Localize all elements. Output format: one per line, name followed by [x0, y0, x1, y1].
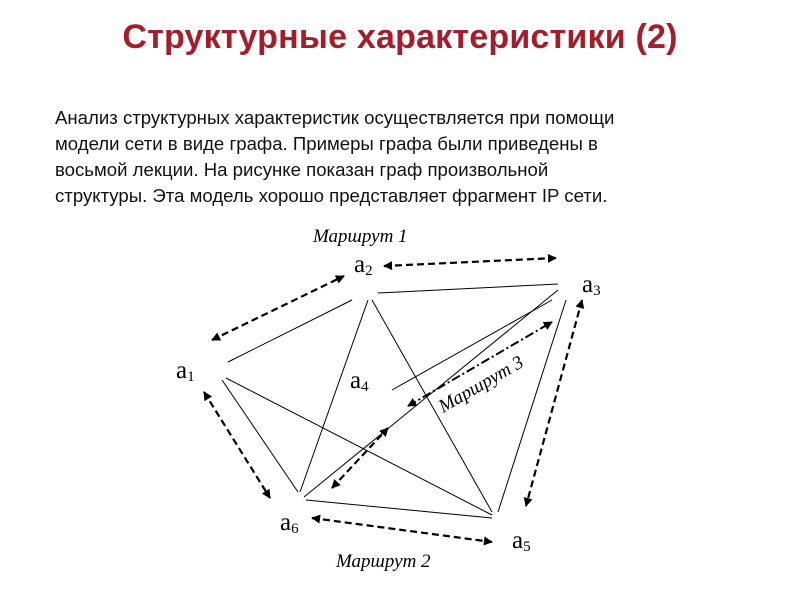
route-arrow-a1-a2 [212, 276, 344, 340]
edge-a1-a6 [222, 380, 298, 492]
edge-a6-a5 [306, 500, 492, 518]
edge-a2-a3 [378, 284, 558, 293]
paragraph-line: модели сети в виде графа. Примеры графа были приведены в [55, 133, 598, 154]
node-label-a2: a2 [354, 251, 373, 279]
node-label-a6: a6 [280, 509, 299, 537]
route-arrows [204, 258, 582, 542]
route-label-2: Маршрут 2 [336, 551, 431, 572]
edge-a1-a2 [228, 300, 352, 362]
slide-title: Структурные характеристики (2) [122, 18, 678, 56]
route-arrow-a3-a5 [526, 300, 582, 506]
edge-a3-a6 [304, 290, 558, 497]
node-label-a1: a1 [176, 357, 195, 385]
paragraph-line: восьмой лекции. На рисунке показан граф произвольной [55, 159, 549, 180]
route-arrow-a1-a6 [204, 392, 270, 498]
edge-a2-a6 [300, 300, 368, 492]
edge-a2-a5 [372, 300, 492, 512]
route-arrow-a2-a3 [384, 258, 556, 266]
paragraph-line: структуры. Эта модель хорошо представляет фрагмент IP сети. [55, 185, 608, 206]
node-label-a4: a4 [350, 367, 369, 395]
paragraph-line: Анализ структурных характеристик осуществляется при помощи [55, 107, 615, 128]
route-arrow-a6-a5 [312, 518, 492, 542]
route-label-1: Маршрут 1 [313, 226, 408, 247]
node-label-a3: a3 [582, 271, 601, 299]
node-labels [176, 251, 601, 555]
edge-a3-a4 [392, 300, 552, 390]
route-label-3: Маршрут 3 [435, 351, 528, 418]
graph-edges [222, 284, 566, 518]
node-label-a5: a5 [512, 527, 531, 555]
